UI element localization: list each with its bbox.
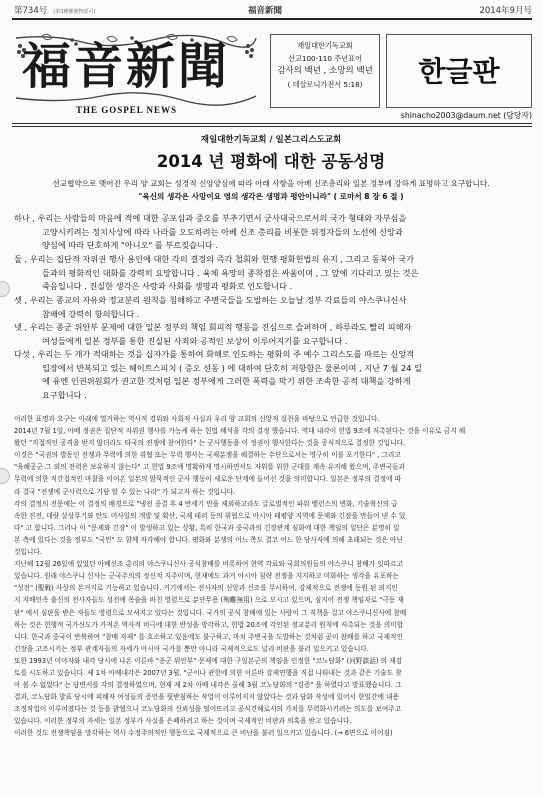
issue-number: 第734号 (第3種郵便物認可) [14, 6, 96, 16]
body-line: 다" 고 합니다. 그러나 이 "문제와 긴장" 이 발생하고 있는 상황, 특히 한국과 중국과의 긴장관계 심화에 대한 책임의 일단은 분명히 일 [14, 523, 400, 532]
point-3 [14, 294, 406, 321]
binder-hole [0, 281, 10, 297]
body-line: "성전" (聖戦) 사상의 본거지로 기능하고 있습니다. 거기에서는 전사자의 신앙과 신조를 무시하여, 강제적으로 전쟁에 동원 된 외지인 [14, 584, 398, 593]
issue-date: 2014年9月号 [479, 6, 532, 16]
body-line: 아 볼 수 없었다" 는 답변서를 각의 결정하였으며, 현재 제 2차 아베 내각은 올해 3월 코노담화의 "검증" 을 하였다고 발표했습니다. 그 [14, 681, 402, 690]
binder-hole [0, 468, 10, 484]
point-line: 셋 , 우리는 종교의 자유와 정교분리 원칙을 침해하고 주변국들을 도발하는 오늘날 정부 각료들의 야스쿠니신사 [14, 295, 407, 305]
body-line: 이러한 표명과 요구는 아래에 열거하는 역사적 경위와 사회적 사실과 우리 양 교회의 신앙적 실천을 바탕으로 언급한 것입니다. [14, 415, 380, 423]
article-intro: 선교협약으로 맺어진 우리 양 교회는 성경적 신앙양심에 따라 아래 사항을 아베 신조총리와 일본 정부에 강하게 표명하고 요구합니다. [52, 179, 490, 188]
masthead-title: 福音新聞 [22, 37, 231, 95]
edition-label: 한글판 [386, 34, 532, 108]
point-line: 에 유엔 인권위원회가 권고한 것처럼 일본 정부에게 그러한 폭력을 막기 위한 조속한 공적 대책을 강하게 [42, 376, 411, 386]
point-line: 입장에서 반복되고 있는 헤이트스피치 ( 증오 선동 ) 에 대하여 단호히 저항함은 물론이며 , 지난 7 월 24 일 [42, 362, 422, 373]
body-line: 하는 것은 헌행적 국가신도가 가져온 역사적 비극에 대한 반성을 망각하고, 헌법 20조에 각인된 정교분리 원칙에 저촉되는 것을 의미합 [14, 620, 404, 629]
body-line: 조정작업이 이루어졌다는 것 등을 밝혔으나 코노담화의 신뢰성을 떨어뜨리고 공식견해로서의 가치를 무력화시키려는 의도를 보여주고 [14, 705, 402, 714]
body-line: 속한 진전, 대량 살상무기와 탄도 미사일의 개발 및 확산, 국제 테러 등의 위협으로 아시아 태평양 지역에 문제와 긴장을 만들어 낸 수 있 [14, 511, 406, 520]
point-line: 둘 , 우리는 집단적 자위권 행사 용인에 대한 각의 결정의 즉각 철회와 헌행 평화헌법의 유지 , 그리고 동북아 국가 [14, 254, 415, 264]
motto-box [270, 34, 380, 108]
body-line: 지 지배민족 출신의 전사자들도 성전에 목숨을 바친 영령으로 분단무용 (殉難無用) 으로 모시고 있으며, 심지어 전쟁 책임자로 "극동 재 [14, 596, 404, 605]
body-line: 본 측에 있다는 것을 정부도 "국민" 도 함께 자각해야 합니다. 평화와 분쟁의 어느 쪽도 결코 어느 한 당사자에 의해 초래되는 것은 아닌 [14, 535, 403, 544]
body-line: 것입니다. [14, 548, 42, 557]
body-line: 이것은 "국권의 발동인 전쟁과 무력에 의한 위협 또는 무력 행사는 국제분쟁을 해결하는 수단으로서는 영구히 이를 포기한다" , 그리고 [14, 451, 401, 460]
motto-anniversary: 선교100-110 주년표어 [288, 54, 362, 63]
masthead [12, 32, 260, 116]
point-line: 양심에 따라 단호하게 "아니오" 를 부르짖습니다 . [42, 240, 219, 250]
point-line: 여성들에게 일본 정부를 통한 진실된 사죄와 공적인 보상이 이루어지기를 요구합니다 . [42, 335, 348, 346]
body-line: 토를 시도하고 있습니다. 제 1차 아베내각은 2007년 3월, "군이나 관헌에 의한 이른바 강제연행을 직접 나타내는 것과 같은 기술도 찾 [14, 668, 402, 677]
article-headline: 2014 년 평화에 대한 공동성명 [156, 152, 386, 171]
point-line: 참배에 강력히 항의합니다 . [42, 308, 140, 319]
point-2 [14, 253, 418, 294]
masthead-subtitle: THE GOSPEL NEWS [76, 105, 178, 115]
body-line: 2014년 7월 1일, 아베 정권은 집단적 자위권 행사를 가능케 하는 헌법 해석을 각의 결정 했습니다. 역대 내각이 헌법 9조에 저촉된다는 것을 이유로 금지 해 [14, 427, 466, 436]
body-line: 니다. 한국과 중국이 반복하여 "참배 자제" 를 호소하고 있음에도 불구하고, 마치 주변국을 도발하는 것처럼 공이 참배를 하고 국제적인 [14, 632, 403, 641]
article-body [14, 413, 530, 740]
point-1 [14, 212, 406, 253]
body-line: "육해공군 그 외의 전력은 보유하지 않는다" 고 헌법 9조에 명확하게 명시하면서도 자위를 위한 군대를 계속 유지해 왔으며, 주변국들과 [14, 463, 406, 472]
body-line: 왔던 "직접적인 공격을 받지 않더라도 타국의 전쟁에 참여한다" 는 군사행동을 이 정권이 행사한다는 것을 공식적으로 결정한 것입니다. [14, 439, 406, 448]
scripture-quote: "육신의 생각은 사망이요 영의 생각은 생명과 평안이니라" ( 로마서 8 장 6 절 ) [138, 192, 404, 201]
motto-verse: ( 데살로니가전서 5:18) [287, 80, 363, 89]
point-5 [14, 348, 422, 402]
header-rule [12, 123, 532, 124]
body-line: 각의 결정의 전문에는 이 결정의 배경으로 "냉전 종결 후 4 반세기 만을 제외하고라도 글로벌적인 파워 밸런스의 변화, 기술혁신의 급 [14, 499, 398, 508]
issue-note: (第3種郵便物認可) [53, 9, 96, 15]
point-4 [14, 321, 411, 348]
motto-church: 재일대한기독교회 [297, 41, 353, 50]
body-line: 또한 1993년 미야자와 내각 당시에 나온 이른바 "종군 위안부" 문제에 대한 구일본군의 책임을 인정한 "코노담화" (河野談話) 의 재검 [14, 656, 403, 665]
point-line: 고양시키려는 정치사상에 따라 나라를 오도하려는 아베 신조 총리를 비롯한 위정자들의 노선에 신앙과 [42, 226, 403, 237]
body-line: 이러한 것도 전쟁책임을 망각하는 역사 수정주의적인 행동으로 국제적으로 큰 비난을 불러 일으키고 있습니다. (→ 6면으로 이어짐) [14, 729, 393, 738]
article-org: 재일대한기독교회 / 일본그리스도교회 [200, 135, 342, 145]
motto-slogan: 감사의 백년 , 소망의 백년 [277, 66, 373, 76]
body-line: 지난해 12월 26일에 있었던 아베신조 총리의 야스쿠니신사 공식참배를 비롯하여 현역 각료와 국회의원들의 야스쿠니 참배가 잇따르고 [14, 560, 404, 569]
point-line: 들과의 평화적인 대화를 강력히 요망합니다 . 육체 욕망의 종착점은 싸움이며 , 그 앞에 기다리고 있는 것은 [42, 267, 419, 278]
point-line: 다섯 , 우리는 두 개가 적대하는 것을 십자가를 통하여 화해로 인도하는 평화의 주 예수 그리스도를 따르는 신앙적 [14, 349, 415, 359]
top-rule [12, 18, 532, 20]
body-line: 있습니다. 원래 야스쿠니 신사는 군국주의의 정신적 지주이며, 현재에도 과거 아시아 침략 전쟁을 지지하고 미화하는 생각을 유포하는 [14, 572, 399, 581]
body-line: 긴장을 고조시키는 정부 관계자들의 자세가 아시아 국가를 뿐만 아니라 국제적으로도 널리 비판을 불러 일으키고 있습니다. [14, 644, 369, 653]
paper-name: 福音新聞 [248, 6, 283, 16]
point-line: 하나 , 우리는 사람들의 마음에 적에 대한 공포심과 증오를 부추기면서 군사대국으로서의 국가 형태와 자부심을 [14, 213, 407, 223]
point-line: 요구합니다 . [42, 389, 87, 400]
body-line: 라 결국 "전쟁에 군사력으로 가담 할 수 있는 나라" 가 되고자 하는 것입니다. [14, 487, 236, 496]
contact-email: shinacho2003@daum.net (담당자) [400, 111, 532, 120]
header-rule-2 [12, 126, 532, 127]
body-line: 판" 에서 심판을 받은 자들도 영령으로 모셔지고 있다는 것입니다. 국가의 공식 참배에 있는 사람이 그 직책을 걸고 야스쿠니신사에 참배 [14, 608, 407, 617]
body-line: 결과, 코노담화 발표 당시에 피해자 여성들의 증언을 뒷받침하는 작업이 이루어지지 않았다는 것과 담화 작성에 있어서 한일간에 내용 [14, 693, 399, 702]
point-line: 넷 , 우리는 종군 위안부 문제에 대한 일본 정부의 책임 회피적 행동을 진심으로 슬퍼하며 , 하루라도 빨리 피해자 [14, 322, 412, 332]
point-line: 죽음입니다 . 진실한 생각은 사랑과 사회를 생명과 평화로 인도합니다 . [42, 281, 293, 291]
body-line: 있습니다. 이러한 정부의 자세는 일본 정부가 사실을 은폐하려고 하는 것이며 국제적인 비판과 의혹을 받고 있습니다. [14, 717, 352, 726]
body-line: 무력에 의한 직간접적인 마찰을 이어온 일본의 암묵적인 군사 행동이 새로운 단계에 들어선 것을 의미합니다. 일본은 정부의 결정에 따 [14, 475, 402, 484]
